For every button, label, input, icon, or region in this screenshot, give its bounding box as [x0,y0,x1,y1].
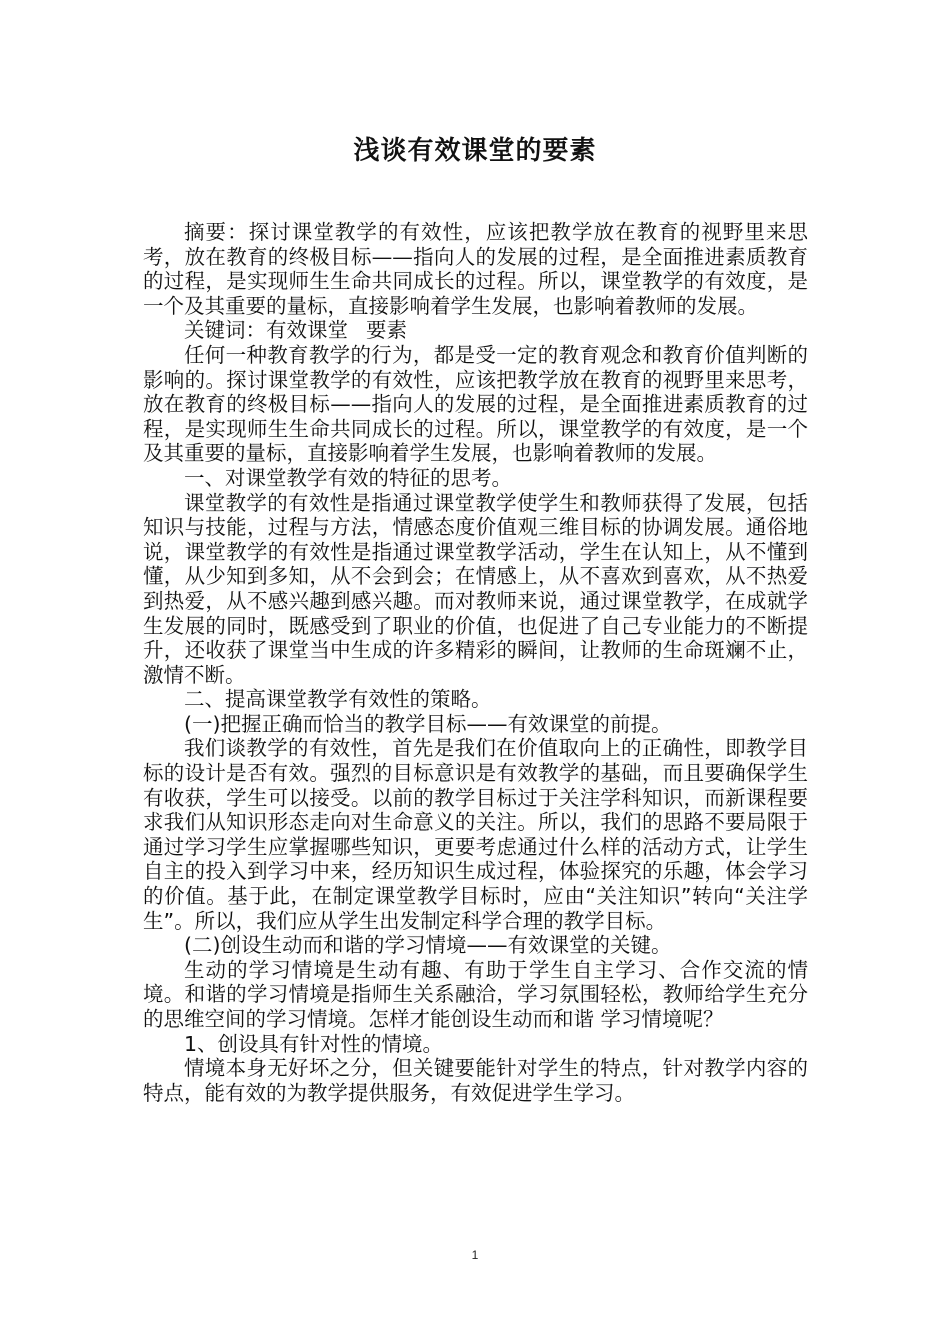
body-paragraph: 我们谈教学的有效性，首先是我们在价值取向上的正确性，即教学目标的设计是否有效。强烈的目标意识是有效教学的基础，而且要确保学生有收获，学生可以接受。以前的教学目标过于关注学科知识，而新课程要求我们从知识形态走向对生命意义的关注。所以，我们的思路不要局限于通过学习学生应掌握哪些知识，更要考虑通过什么样的活动方式，让学生自主的投入到学习中来，经历知识生成过程，体验探究的乐趣，体会学习的价值。基于此，在制定课堂教学目标时，应由“关注知识”转向“关注学生”。所以，我们应从学生出发制定科学合理的教学目标。 [143,736,808,933]
abstract-paragraph: 摘要：探讨课堂教学的有效性，应该把教学放在教育的视野里来思考，放在教育的终极目标——指向人的发展的过程，是全面推进素质教育的过程，是实现师生生命共同成长的过程。所以，课堂教学的有效度，是一个及其重要的量标，直接影响着学生发展，也影响着教师的发展。 [143,220,808,318]
subsection-heading: (一)把握正确而恰当的教学目标——有效课堂的前提。 [184,711,672,736]
keyword-item: 要素 [366,318,407,343]
list-item-heading: 1、创设具有针对性的情境。 [184,1031,444,1056]
keywords-label: 关键词： [184,318,266,343]
keywords-line [143,318,808,343]
section-heading: 二、提高课堂教学有效性的策略。 [184,687,492,712]
body-paragraph: 任何一种教育教学的行为，都是受一定的教育观念和教育价值判断的影响的。探讨课堂教学的有效性，应该把教学放在教育的视野里来思考，放在教育的终极目标——指向人的发展的过程，是全面推进素质教育的过程，是实现师生生命共同成长的过程。所以，课堂教学的有效度，是一个及其重要的量标，直接影响着学生发展，也影响着教师的发展。 [143,342,808,466]
section-heading: 一、对课堂教学有效的特征的思考。 [184,465,512,490]
subsection-heading: (二)创设生动而和谐的学习情境——有效课堂的关键。 [184,933,672,958]
body-paragraph: 生动的学习情境是生动有趣、有助于学生自主学习、合作交流的情境。和谐的学习情境是指师生关系融洽，学习氛围轻松，教师给学生充分的思维空间的学习情境。怎样才能创设生动而和谐 学习情境呢？ [143,957,808,1031]
keyword-item: 有效课堂 [266,318,348,343]
body-paragraph: 情境本身无好坏之分，但关键要能针对学生的特点，针对教学内容的特点，能有效的为教学提供服务，有效促进学生学习。 [143,1056,808,1105]
page-number: 1 [471,1248,479,1262]
document-body [143,220,808,1105]
body-paragraph: 课堂教学的有效性是指通过课堂教学使学生和教师获得了发展，包括知识与技能，过程与方法，情感态度价值观三维目标的协调发展。通俗地说，课堂教学的有效性是指通过课堂教学活动，学生在认知上，从不懂到懂，从少知到多知，从不会到会；在情感上，从不喜欢到喜欢，从不热爱到热爱，从不感兴趣到感兴趣。而对教师来说，通过课堂教学，在成就学生发展的同时，既感受到了职业的价值，也促进了自己专业能力的不断提升，还收获了课堂当中生成的许多精彩的瞬间，让教师的生命斑斓不止，激情不断。 [143,490,808,687]
document-title: 浅谈有效课堂的要素 [353,136,597,166]
